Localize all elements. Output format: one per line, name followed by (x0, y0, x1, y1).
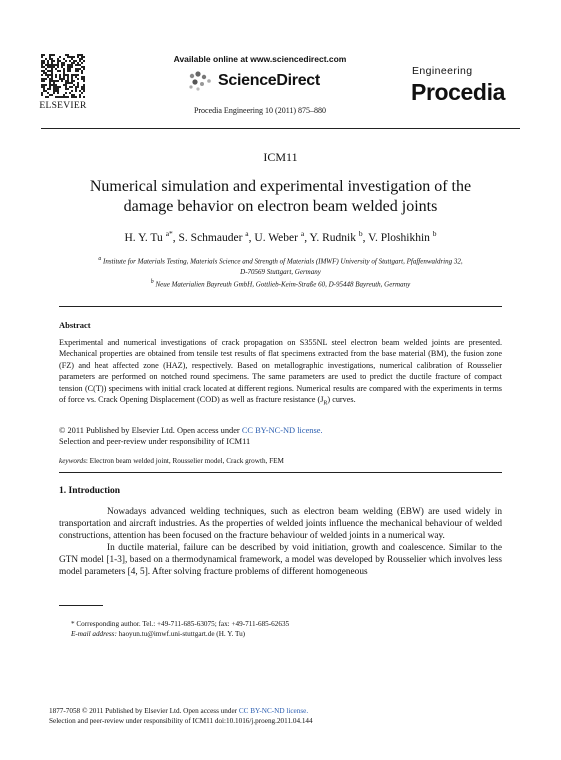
author-list (0, 229, 561, 244)
affiliation-b: $^b$ Neue Materialien Bayreuth GmbH, Gottlieb-Keim-Straße 60, D-95448 Bayreuth, Germany (150, 279, 411, 289)
available-online-text: Available online at www.sciencedirect.com (173, 54, 347, 64)
paragraph: In ductile material, failure can be described by void initiation, growth and coalescence. Similar to the GTN model [1-3], based on a thermodynamical framework, a model was developed by Rousselier which involves less model parameters [4, 5]. After solving fracture problems of different homogeneous (59, 542, 502, 577)
keywords: keywords: Electron beam welded joint, Rousselier model, Crack growth, FEM (59, 457, 284, 465)
affiliation-a: $^a$ Institute for Materials Testing, Materials Science and Strength of Materials (IMWF) University of Stuttgart, Pfaffenwaldring 32, D-70569 Stuttgart, Germany (98, 256, 463, 277)
abstract-body: Experimental and numerical investigations of crack propagation on S355NL steel electron beam welded joints are presented. Mechanical properties are obtained from tensile test results of flat specimens extracted from the base material (BM), the fusion zone (FZ) and heat affected zone (HAZ), respectively. Based on metallographic investigations, numerical calibration of Rousselier parameters are performed on notched round specimens. The same parameters are used to predict the ductile fracture of compact tension (C(T)) specimens with initial crack located at different regions. Numerical results are compared with the experiments in terms of force vs. Crack Opening Displacement (COD) as well as fracture resistance $(J_R)$ curves. (59, 338, 502, 407)
footer-license-link[interactable]: CC BY-NC-ND license. (238, 707, 309, 715)
elsevier-logo: ELSEVIER (39, 101, 87, 111)
footnote-divider (59, 605, 103, 606)
abstract-divider (59, 472, 502, 473)
sciencedirect-logo: ScienceDirect (218, 72, 320, 89)
author: Y. Rudnik $^b$, (309, 229, 369, 244)
paragraph: Nowadays advanced welding techniques, such as electron beam welding (EBW) are used widely in transportation and aircraft industries. As the properties of welded joints influence the mechanical behaviour of welded constructions, attention has been focused on the fracture behaviour of welded joints in a numerical way. (59, 507, 502, 541)
header-divider (41, 128, 520, 129)
license-link[interactable]: CC BY-NC-ND license. (241, 426, 323, 435)
procedia-logo: Procedia (411, 79, 505, 105)
title-line-2: damage behavior on electron beam welded joints (123, 198, 438, 215)
peer-review-note: Selection and peer-review under responsibility of ICM11 (59, 437, 251, 446)
footer-doi: Selection and peer-review under responsibility of ICM11 doi:10.1016/j.proeng.2011.04.144 (49, 717, 313, 725)
paper-title (35, 177, 526, 217)
title-divider (59, 306, 502, 307)
author: U. Weber $^a$, (254, 229, 310, 244)
copyright-block: © 2011 Published by Elsevier Ltd. Open access under CC BY-NC-ND license. Selection and peer-review under responsibility of ICM11 (59, 425, 502, 447)
author: S. Schmauder $^a$, (178, 229, 255, 244)
title-line-1: Numerical simulation and experimental investigation of the (89, 178, 472, 195)
journal-reference: Procedia Engineering 10 (2011) 875–880 (193, 106, 327, 115)
author: V. Ploshikhin $^b$ (368, 229, 437, 244)
corresponding-author-note: * Corresponding author. Tel.: +49-711-685-63075; fax: +49-711-685-62635 (71, 620, 290, 628)
author: H. Y. Tu $^{a*}$, (124, 229, 179, 244)
introduction-body (59, 507, 502, 578)
email-note: E-mail address: haoyun.tu@imwf.uni-stuttgart.de (H. Y. Tu) (71, 630, 246, 638)
section-heading-introduction: 1. Introduction (59, 486, 121, 496)
footer-issn: 1877-7058 © 2011 Published by Elsevier Ltd. Open access under CC BY-NC-ND license. (49, 707, 309, 715)
brand-top: Engineering (412, 65, 473, 77)
qr-code-icon (41, 54, 85, 98)
abstract-heading: Abstract (59, 320, 91, 330)
conference-label: ICM11 (263, 150, 298, 164)
